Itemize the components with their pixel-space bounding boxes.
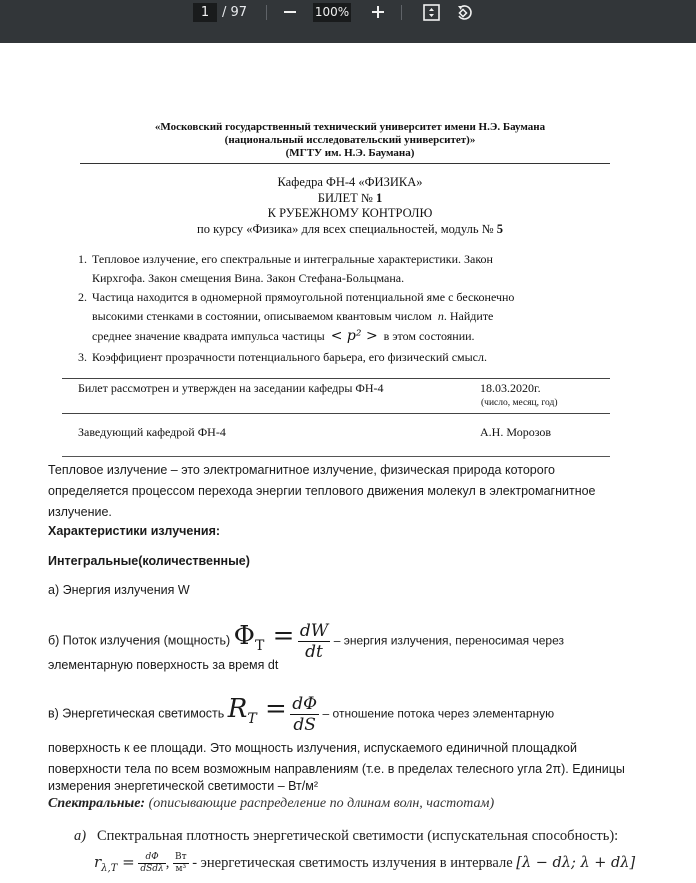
unit-denominator: м³ <box>175 864 187 875</box>
item-a: а) Энергия излучения W <box>48 583 190 597</box>
radiance-formula: $R_T$ = <box>227 694 287 728</box>
question-text: Частица находится в одномерной прямоугольной потенциальной яме с бесконечно <box>92 290 515 304</box>
radiance-fraction <box>290 694 319 735</box>
section-rule <box>62 456 610 457</box>
intro-line: Тепловое излучение – это электромагнитное излучение, физическая природа которого <box>48 463 555 477</box>
spectral-fraction <box>138 852 165 875</box>
department: Кафедра ФН-4 «ФИЗИКА» <box>277 175 423 189</box>
question-item <box>78 250 578 287</box>
approval-rule <box>62 378 610 379</box>
toolbar-divider <box>266 5 267 20</box>
item-c-continuation: поверхность к ее площади. Это мощность излучения, испускаемого единичной площадкой <box>48 741 577 755</box>
institution-line-1: «Московский государственный технический университет имени Н.Э. Баумана <box>154 121 546 133</box>
date-hint: (число, месяц, год) <box>481 398 558 408</box>
flux-fraction <box>298 621 330 662</box>
formula-subscript: T <box>254 638 265 655</box>
spectral-item-text: Спектральная плотность энергетической светимости (испускательная способность): <box>96 828 619 844</box>
formula-subscript: T <box>247 711 257 728</box>
zoom-level-input[interactable]: 100% <box>313 3 351 22</box>
module-number: 5 <box>496 222 503 236</box>
formula-subscript: λ,T <box>101 863 118 874</box>
item-c-description: – отношение потока через элементарную <box>322 706 555 721</box>
approval-text: Билет рассмотрен и утвержден на заседании кафедры ФН-4 <box>78 381 384 395</box>
item-b-description: – энергия излучения, переносимая через <box>333 633 565 648</box>
zoom-in-button[interactable] <box>367 1 389 23</box>
fit-to-page-icon <box>422 3 441 22</box>
institution-line-2: (национальный исследовательский университет)» <box>224 134 476 146</box>
fraction-numerator: dΦ <box>292 693 318 714</box>
ticket-title <box>60 190 640 206</box>
formula-lhs: R <box>227 694 248 724</box>
page-total: / 97 <box>222 5 248 20</box>
spectral-heading: Спектральные: <box>48 796 146 811</box>
question-text: Кирхгофа. Закон смещения Вина. Закон Стефана-Больцмана. <box>92 270 405 285</box>
integral-heading: Интегральные(количественные) <box>48 554 250 568</box>
momentum-squared-symbol: < p² > <box>330 328 378 344</box>
question-text-part: в этом состоянии. <box>383 329 475 343</box>
quantum-number-symbol: n <box>437 308 444 323</box>
spectral-heading-line <box>48 796 494 812</box>
rotate-button[interactable] <box>455 3 474 22</box>
item-c-continuation: измерения энергетической светимости – Вт/м² <box>48 779 319 793</box>
question-text <box>92 325 578 347</box>
question-item <box>78 288 578 347</box>
formula-lhs: r <box>94 853 102 871</box>
toolbar-divider <box>401 5 402 20</box>
fraction-numerator: dW <box>299 620 329 641</box>
question-text-part: . Найдите <box>443 308 494 323</box>
page-number-input[interactable]: 1 <box>193 3 217 22</box>
question-text-part: высокими стенками в состоянии, описываемом квантовым числом <box>92 308 432 323</box>
head-name: А.Н. Морозов <box>480 425 552 439</box>
question-list <box>78 250 578 368</box>
question-item <box>78 348 578 367</box>
intro-line: излучение. <box>48 505 112 519</box>
spectral-formula-line: $r_{\lambda,T}$ = $\frac{d\Phi}{\text{dSdλ}}$ , $\frac{Вт}{\text{м³}}$ - энергетическая светимость излучения в интервале [λ − dλ; λ + dλ] <box>94 852 636 875</box>
spectral-formula: $r_{\lambda,T}$ = <box>94 853 135 874</box>
unit-numerator: Вт <box>175 852 187 863</box>
question-text <box>92 307 578 326</box>
unit-fraction <box>173 852 189 875</box>
fraction-denominator: dS <box>293 714 316 735</box>
question-text: Коэффициент прозрачности потенциального барьера, его физический смысл. <box>92 350 487 364</box>
institution-line-3: (МГТУ им. Н.Э. Баумана) <box>285 147 415 159</box>
fit-to-page-button[interactable] <box>422 3 441 22</box>
item-b-label: б) Поток излучения (мощность) <box>48 633 231 648</box>
spectral-formula-description: - энергетическая светимость излучения в интервале <box>192 855 513 871</box>
header-rule <box>80 163 610 164</box>
item-c-label: в) Энергетическая светимость <box>48 706 225 721</box>
control-title: К РУБЕЖНОМУ КОНТРОЛЮ <box>267 206 433 220</box>
rotate-counterclockwise-icon <box>455 3 474 22</box>
spectral-note: (описывающие распределение по длинам волн, частотам) <box>148 796 495 811</box>
flux-formula: $\Phi_T$ = <box>233 621 295 655</box>
zoom-out-button[interactable] <box>280 1 300 23</box>
item-c-continuation: поверхности тела по всем возможным направлениям (т.е. в пределах телесного угла 2π). Единицы <box>48 762 625 776</box>
wavelength-interval: [λ − dλ; λ + dλ] <box>516 855 636 871</box>
question-number: 3. <box>78 350 87 364</box>
fraction-denominator: dt <box>305 641 323 662</box>
question-text-part: среднее значение квадрата импульса частицы <box>92 329 325 343</box>
item-c <box>48 686 555 735</box>
spectral-item-a <box>74 828 618 845</box>
question-number: 2. <box>78 290 87 304</box>
question-text: Тепловое излучение, его спектральные и интегральные характеристики. Закон <box>92 252 493 266</box>
question-number: 1. <box>78 252 87 266</box>
pdf-toolbar <box>0 0 696 43</box>
approval-date: 18.03.2020г. <box>480 381 541 395</box>
signature-rule <box>62 413 610 414</box>
characteristics-heading: Характеристики излучения: <box>48 524 221 538</box>
item-b <box>48 614 565 662</box>
item-b-continuation: элементарную поверхность за время dt <box>48 658 279 672</box>
fraction-numerator: dΦ <box>138 852 165 864</box>
ticket-label: БИЛЕТ № <box>317 191 373 205</box>
course-text: по курсу «Физика» для всех специальностей, модуль № <box>197 222 494 236</box>
plus-icon <box>371 1 385 23</box>
spectral-item-label: а) <box>74 828 87 844</box>
fraction-denominator: dSdλ <box>140 864 164 875</box>
formula-lhs: Φ <box>233 621 255 651</box>
course-line <box>60 221 640 237</box>
head-title: Заведующий кафедрой ФН-4 <box>78 425 226 439</box>
intro-line: определяется процессом перехода энергии теплового движения молекул в электромагнитное <box>48 484 596 498</box>
ticket-number: 1 <box>375 191 383 205</box>
minus-icon <box>283 1 297 23</box>
